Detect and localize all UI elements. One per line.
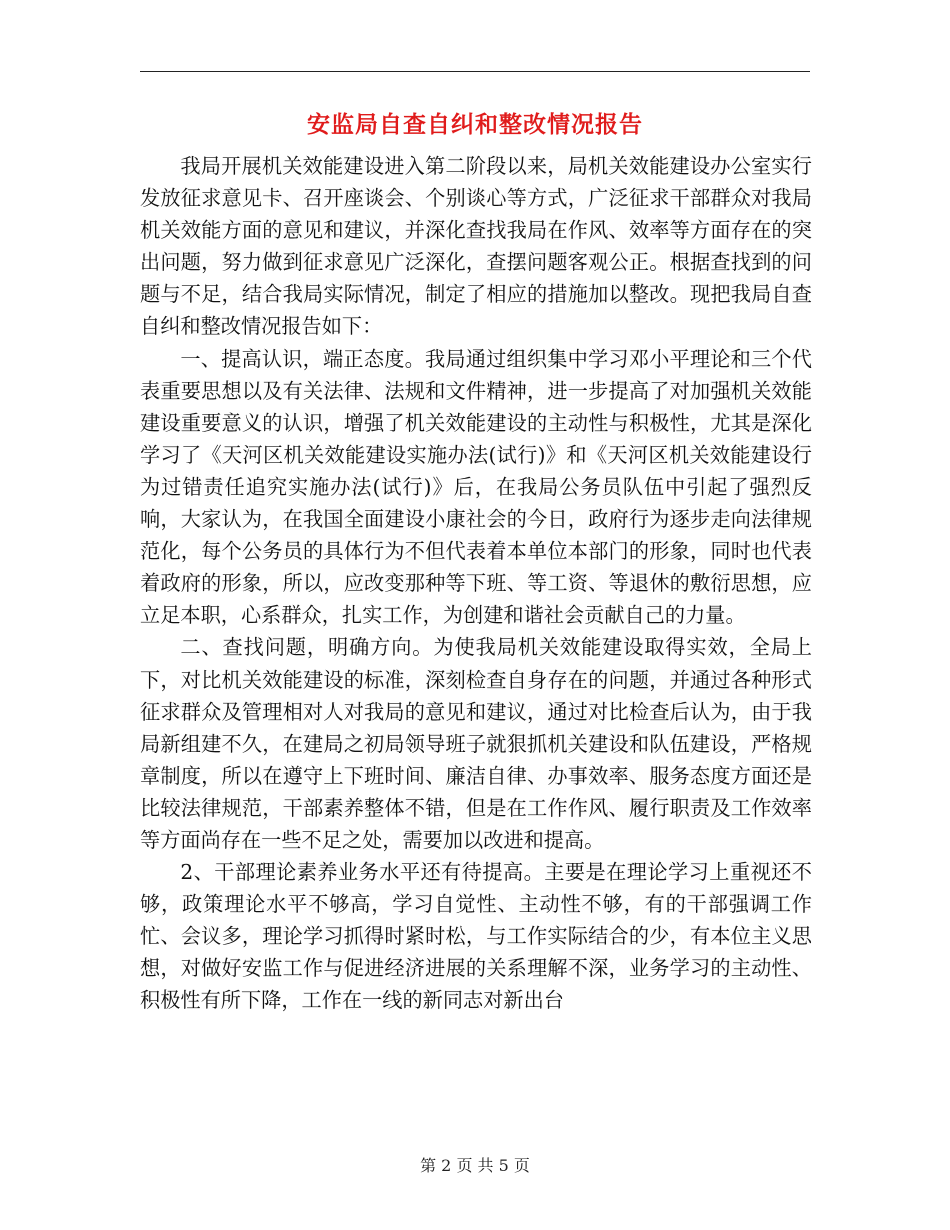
- paragraph-intro: 我局开展机关效能建设进入第二阶段以来，局机关效能建设办公室实行发放征求意见卡、召开座谈会、个别谈心等方式，广泛征求干部群众对我局机关效能方面的意见和建议，并深化查找我局在作风、效率等方面存在的突出问题，努力做到征求意见广泛深化，查摆问题客观公正。根据查找到的问题与不足，结合我局实际情况，制定了相应的措施加以整改。现把我局自查自纠和整改情况报告如下：: [140, 154, 812, 339]
- paragraph-item-two: 2、干部理论素养业务水平还有待提高。主要是在理论学习上重视还不够，政策理论水平不够高，学习自觉性、主动性不够，有的干部强调工作忙、会议多，理论学习抓得时紧时松，与工作实际结合的少，有本位主义思想，对做好安监工作与促进经济进展的关系理解不深，业务学习的主动性、积极性有所下降，工作在一线的新同志对新出台: [140, 860, 812, 1013]
- document-body: [140, 150, 812, 1017]
- page-number: 第 2 页 共 5 页: [420, 1156, 530, 1175]
- paragraph-section-one: 一、提高认识，端正态度。我局通过组织集中学习邓小平理论和三个代表重要思想以及有关法律、法规和文件精神，进一步提高了对加强机关效能建设重要意义的认识，增强了机关效能建设的主动性与积极性，尤其是深化学习了《天河区机关效能建设实施办法(试行)》和《天河区机关效能建设行为过错责任追究实施办法(试行)》后，在我局公务员队伍中引起了强烈反响，大家认为，在我国全面建设小康社会的今日，政府行为逐步走向法律规范化，每个公务员的具体行为不但代表着本单位本部门的形象，同时也代表着政府的形象，所以，应改变那种等下班、等工资、等退休的敷衍思想，应立足本职，心系群众，扎实工作，为创建和谐社会贡献自己的力量。: [140, 346, 812, 628]
- header-rule: [140, 71, 810, 72]
- paragraph-section-two: 二、查找问题，明确方向。为使我局机关效能建设取得实效，全局上下，对比机关效能建设的标准，深刻检查自身存在的问题，并通过各种形式征求群众及管理相对人对我局的意见和建议，通过对比检查后认为，由于我局新组建不久，在建局之初局领导班子就狠抓机关建设和队伍建设，严格规章制度，所以在遵守上下班时间、廉洁自律、办事效率、服务态度方面还是比较法律规范，干部素养整体不错，但是在工作作风、履行职责及工作效率等方面尚存在一些不足之处，需要加以改进和提高。: [140, 635, 812, 852]
- document-title: 安监局自查自纠和整改情况报告: [307, 111, 643, 138]
